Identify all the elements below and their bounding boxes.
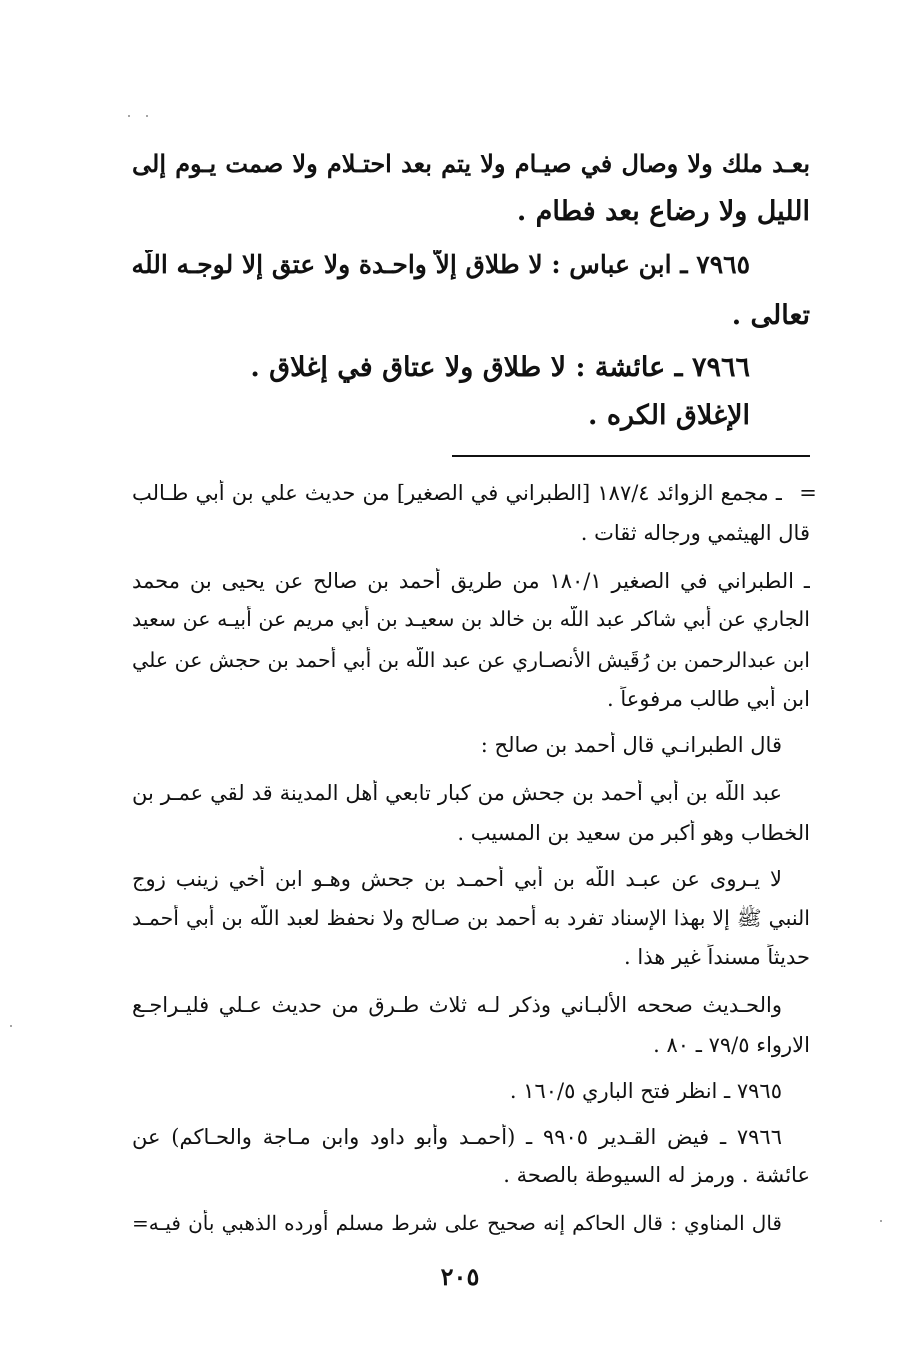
footnote-6-line-2: الارواء ٧٩/٥ ـ ٨٠ . [653, 1033, 810, 1057]
continuation-mark: = [799, 481, 817, 505]
footnote-2-line-3: ابن عبدالرحمن بن رُقَيش الأنصـاري عن عبد اللّه بن أبي أحمد بن حجش عن علي [132, 648, 810, 672]
hadith-7966: ٧٩٦٦ ـ عائشة : لا طلاق ولا عتاق في إغلاق . [250, 352, 750, 383]
footnote-5-line-2: النبي ﷺ إلا بهذا الإسناد تفرد به أحمد بن صـالح ولا نحفظ لعبد اللّه بن أبي أحمـد [132, 906, 810, 930]
footnote-8-line-2: عائشة . ورمز له السيوطة بالصحة . [503, 1163, 810, 1187]
footnote-4-line-2: الخطاب وهو أكبر من سعيد بن المسيب . [457, 821, 810, 845]
scan-speck [146, 115, 148, 117]
footnote-1-line-1: ـ مجمع الزوائد ١٨٧/٤ [الطبراني في الصغير] من حديث علي بن أبي طـالب [132, 481, 782, 505]
footnote-divider [452, 455, 810, 457]
footnote-6-line-1: والحـديث صححه الألبـاني وذكر لـه ثلاث طـرق من حديث عـلي فليـراجـع [132, 993, 782, 1017]
hadith-7965-line-1: ٧٩٦٥ ـ ابن عباس : لا طلاق إلاّ واحـدة ولا عتق إلا لوجـه اللّه [132, 250, 750, 279]
footnote-5-line-1: لا يـروى عن عبـد اللّه بن أبي أحمـد بن جحش وهـو ابن أخي زينب زوج [132, 867, 782, 891]
footnote-2-line-4: ابن أبي طالب مرفوعاً . [606, 687, 810, 711]
footnote-2-line-2: الجاري عن أبي شاكر عبد اللّه بن خالد بن سعيـد بن أبي مريم عن أبيـه عن سعيد [132, 607, 810, 631]
footnote-4-line-1: عبد اللّه بن أبي أحمد بن جحش من كبار تابعي أهل المدينة قد لقي عمـر بن [132, 781, 782, 805]
footnote-5-line-3: حديثاً مسنداً غير هذا . [624, 945, 810, 969]
hadith-7965-line-2: تعالى . [731, 300, 810, 331]
hadith-explanation: الإغلاق الكره . [588, 400, 750, 431]
page-number: ٢٠٥ [440, 1262, 480, 1291]
scan-speck [128, 115, 130, 117]
main-text-line-2: الليل ولا رضاع بعد فطام . [516, 196, 810, 227]
scan-speck [880, 1220, 882, 1222]
main-text-line-1: بعـد ملك ولا وصال في صيـام ولا يتم بعد احتـلام ولا صمت يـوم إلى [132, 150, 810, 178]
footnote-1-line-2: قال الهيثمي ورجاله ثقات . [580, 521, 810, 545]
footnote-3-line-1: قال الطبرانـي قال أحمد بن صالح : [480, 733, 782, 757]
footnote-7-line-1: ٧٩٦٥ ـ انظر فتح الباري ١٦٠/٥ . [509, 1079, 782, 1103]
scan-speck [10, 1025, 12, 1027]
footnote-8-line-1: ٧٩٦٦ ـ فيض القـدير ٩٩٠٥ ـ (أحمـد وأبو داود وابن مـاجة والحـاكم) عن [132, 1125, 782, 1149]
footnote-9-line-1: قال المناوي : قال الحاكم إنه صحيح على شرط مسلم أورده الذهبي بأن فيـه= [132, 1211, 782, 1235]
footnote-2-line-1: ـ الطبراني في الصغير ١٨٠/١ من طريق أحمد بن صالح عن يحيى بن محمد [132, 569, 810, 593]
